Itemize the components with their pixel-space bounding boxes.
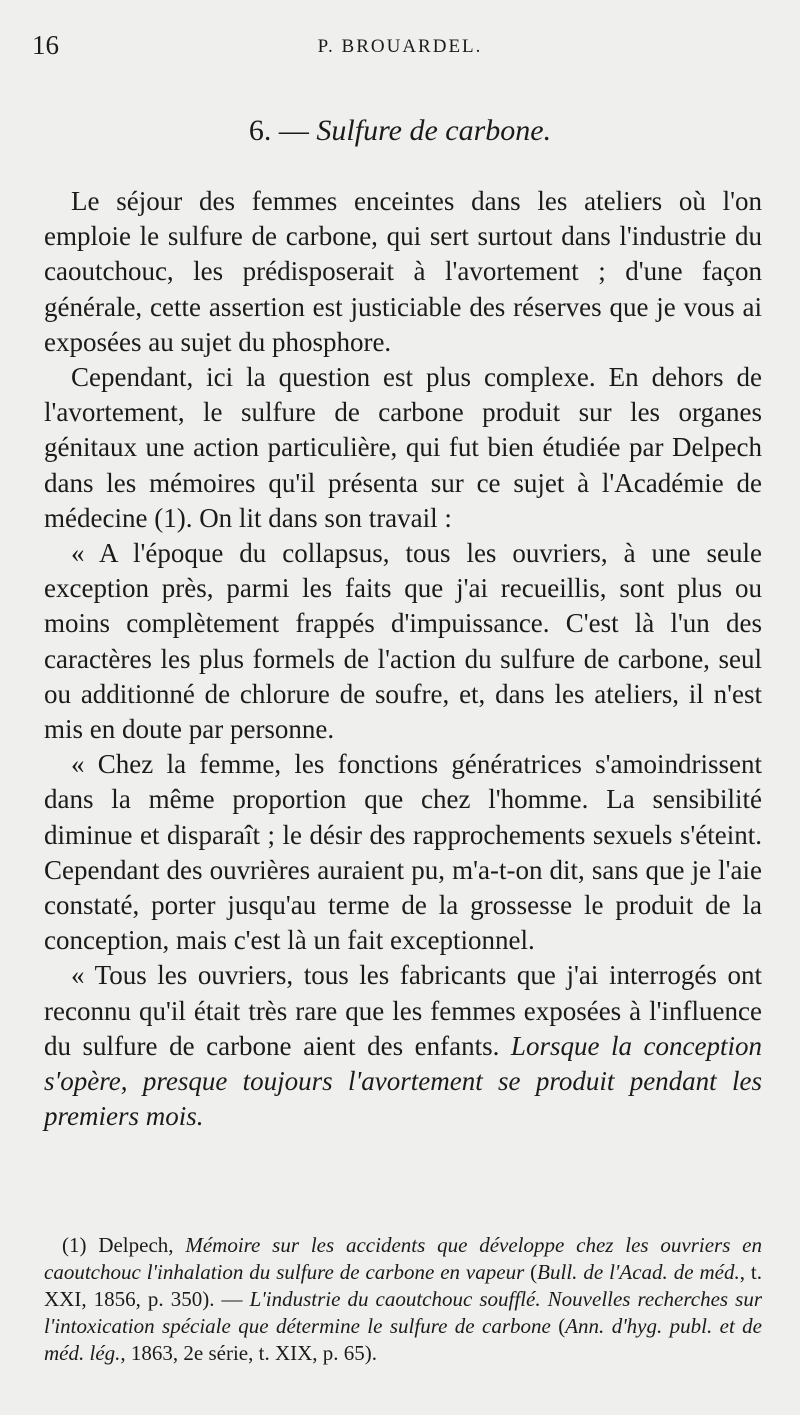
paragraph-5 <box>44 958 762 1134</box>
page-header <box>0 30 800 64</box>
section-number: 6. — <box>248 114 309 147</box>
paragraph-2-text-before: Cependant, ici la question est plus complexe. En dehors de l'avortement, le sulfure de carbone produit sur les organes génitaux une action particulière, qui fut bien étudiée par Delpech dans les mémoires qu'il présenta sur ce sujet à l'Académie de médecine <box>44 362 762 533</box>
paragraph-1-text: Le séjour des femmes enceintes dans les ateliers où l'on emploie le sulfure de carbone, qui sert surtout dans l'industrie du caoutchouc, les prédisposerait à l'avortement ; d'une façon générale, cette assertion est justiciable des réserves que je vous ai exposées au sujet du phosphore. <box>44 186 762 357</box>
footnote-title-2: L'industrie du caoutchouc soufflé. Nouvelles recherches sur l'intoxication spéciale que détermine le sulfure de carbone <box>44 1287 762 1338</box>
footnote-ref-2: , 1863, 2e série, t. XIX, p. 65). <box>120 1341 378 1365</box>
footnote-title-1: Mémoire sur les accidents que développe chez les ouvriers en caoutchouc l'inhalation du sulfure de carbone en vapeur <box>44 1233 763 1284</box>
footnote-reference[interactable]: (1) <box>154 502 186 533</box>
paragraph-5-italic: Lorsque la conception s'opère, presque toujours l'avortement se produit pendant les premiers mois. <box>44 1030 762 1132</box>
footnote-author: Delpech, <box>98 1233 174 1257</box>
paragraph-1 <box>44 184 762 360</box>
footnote-paren: ( <box>524 1260 538 1284</box>
paragraph-5-text: « Tous les ouvriers, tous les fabricants que j'ai interrogés ont reconnu qu'il était très rare que les femmes exposées à l'influence du sulfure de carbone aient des enfants. <box>44 960 762 1061</box>
footnotes <box>44 1232 762 1367</box>
page-number: 16 <box>32 30 59 60</box>
footnote-ref-1: , t. XXI, 1856, p. 350). — <box>44 1260 762 1311</box>
footnote-journal-2: Ann. d'hyg. publ. et de méd. lég. <box>44 1314 762 1365</box>
footnote-journal-1: Bull. de l'Acad. de méd. <box>537 1260 740 1284</box>
footnote-1: (1) Delpech, Mémoire sur les accidents que développe chez les ouvriers en caoutchouc l'inhalation du sulfure de carbone en vapeur (Bull. de l'Acad. de méd., t. XXI, 1856, p. 350). — L'industrie du caoutchouc soufflé. Nouvelles recherches sur l'intoxication spéciale que détermine le sulfure de carbone (Ann. d'hyg. publ. et de méd. lég., 1863, 2e série, t. XIX, p. 65). <box>44 1233 763 1365</box>
running-head: P. BROUARDEL. <box>317 36 483 57</box>
paragraph-3 <box>44 536 762 747</box>
body-text <box>44 184 762 1134</box>
section-title: Sulfure de carbone. <box>316 114 552 147</box>
paragraph-3-text: « A l'époque du collapsus, tous les ouvriers, à une seule exception près, parmi les faits que j'ai recueillis, sont plus ou moins complètement frappés d'impuissance. C'est là l'un des caractères les plus formels de l'action du sulfure de carbone, seul ou additionné de chlorure de soufre, et, dans les ateliers, il n'est mis en doute par personne. <box>44 538 762 745</box>
paragraph-2 <box>44 360 762 536</box>
footnote-marker: (1) <box>62 1233 87 1257</box>
section-heading <box>0 114 800 148</box>
paragraph-2-text-after: . On lit dans son travail : <box>185 502 452 533</box>
paragraph-4-text: « Chez la femme, les fonctions génératrices s'amoindrissent dans la même proportion que chez l'homme. La sensibilité diminue et disparaît ; le désir des rapprochements sexuels s'éteint. Cependant des ouvrières auraient pu, m'a-t-on dit, sans que je l'aie constaté, porter jusqu'au terme de la grossesse le produit de la conception, mais c'est là un fait exceptionnel. <box>44 749 762 956</box>
paragraph-4 <box>44 747 762 958</box>
